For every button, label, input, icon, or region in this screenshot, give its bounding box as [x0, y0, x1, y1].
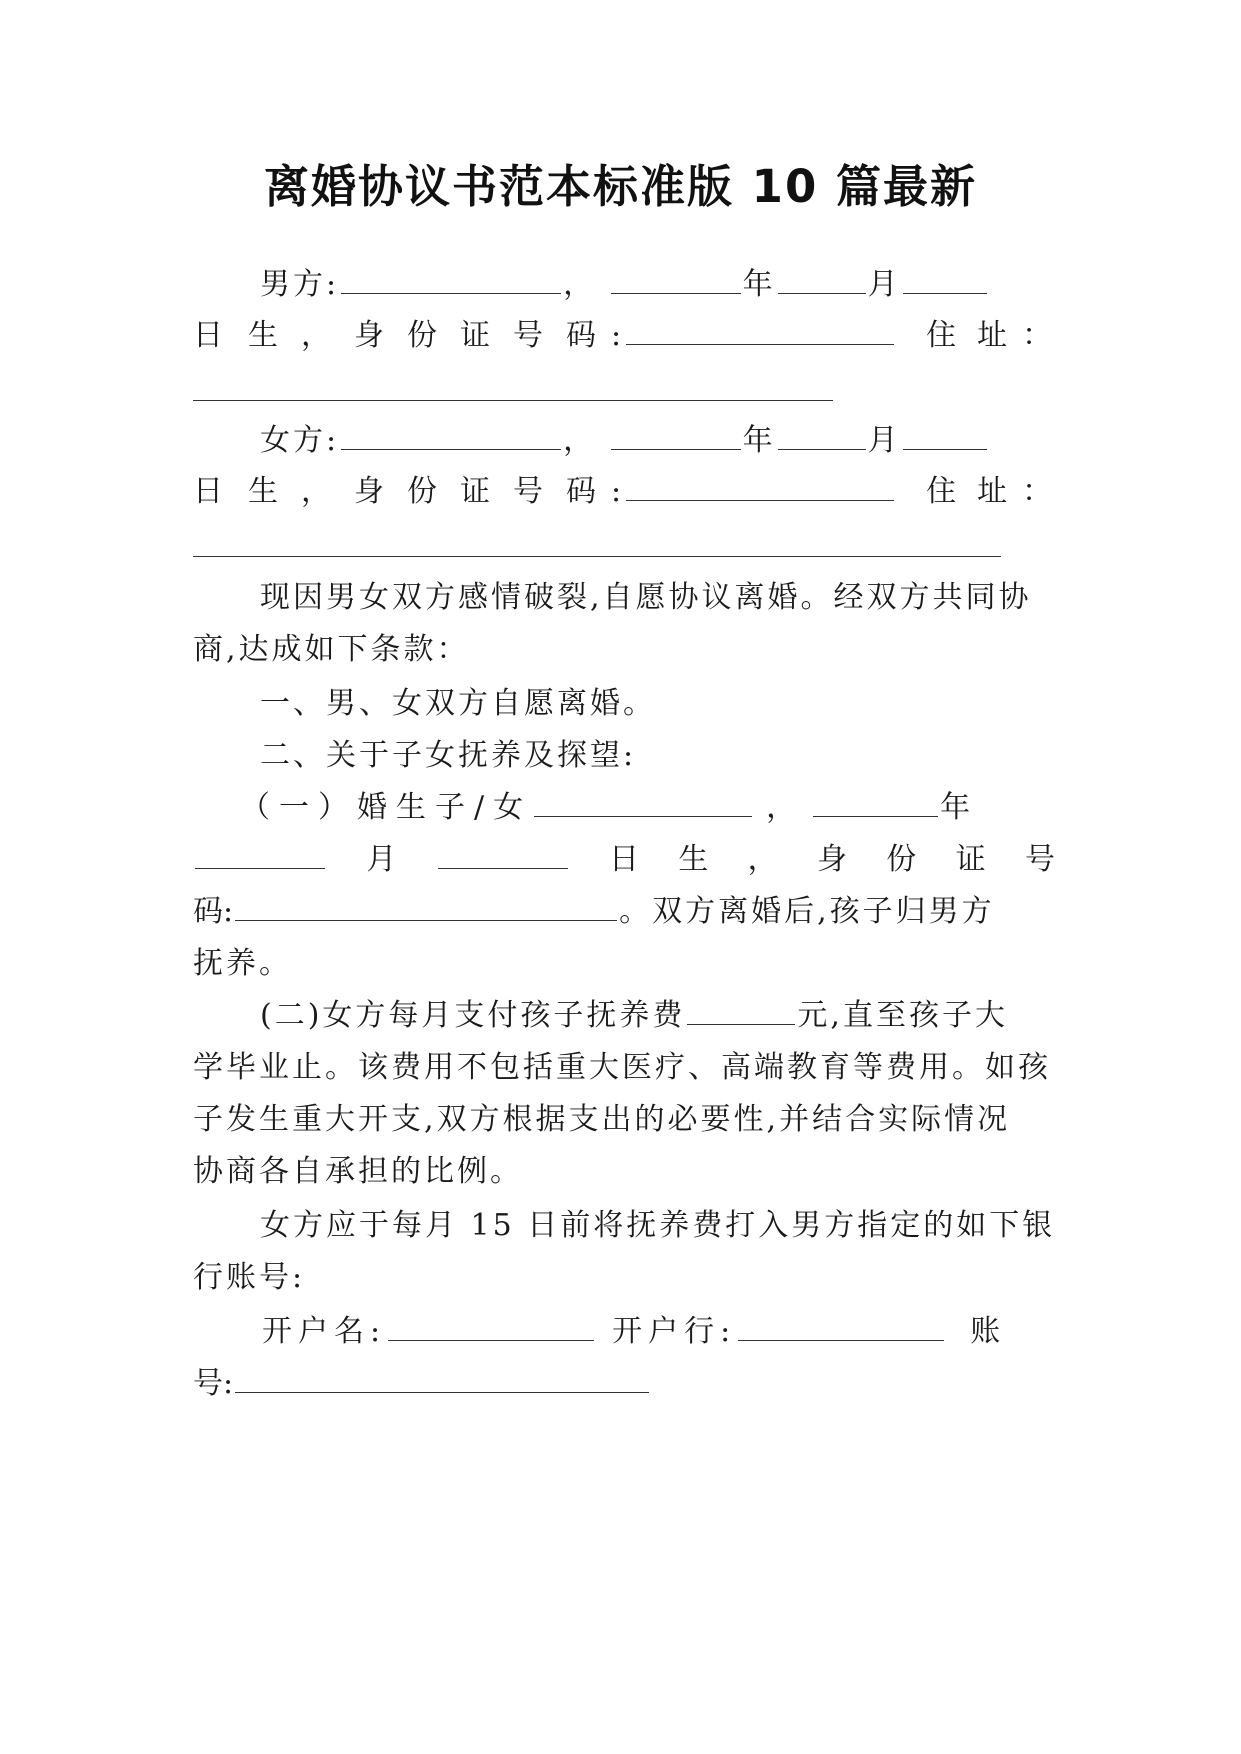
id-char: :	[611, 318, 625, 353]
payment-line-1: 女方应于每月 15 日前将抚养费打入男方指定的如下银	[260, 1208, 1056, 1243]
document-title: 离婚协议书范本标准版 10 篇最新	[264, 160, 977, 213]
separator: ，	[563, 267, 597, 302]
bank-line-1	[262, 1312, 1055, 1352]
year-label: 年	[940, 790, 974, 825]
child-day-blank[interactable]	[438, 840, 568, 869]
account-name-blank[interactable]	[388, 1312, 594, 1341]
id-char: 号	[513, 474, 546, 509]
ma-label: 码:	[193, 894, 234, 929]
id-char: 份	[886, 842, 917, 877]
id-char: 码	[566, 318, 599, 353]
id-char: 证	[955, 842, 986, 877]
child-line-1	[240, 788, 1055, 828]
bank-label: 开户行:	[612, 1314, 737, 1349]
month-label: 月	[366, 842, 397, 877]
sheng-label: 生	[248, 318, 281, 353]
id-char: 号	[1024, 842, 1055, 877]
id-char: 证	[460, 474, 493, 509]
account-label: 账	[970, 1314, 1004, 1349]
child-name-blank[interactable]	[534, 788, 752, 817]
account-name-label: 开户名:	[262, 1314, 387, 1349]
male-address-blank[interactable]	[193, 400, 833, 401]
clause-2: 二、关于子女抚养及探望:	[260, 738, 637, 773]
child-line-4: 抚养。	[193, 946, 292, 981]
child-year-blank[interactable]	[813, 788, 938, 817]
male-label: 男方:	[260, 267, 340, 302]
male-line-2	[193, 316, 1055, 356]
female-id-blank[interactable]	[626, 472, 894, 501]
year-label: 年	[742, 423, 776, 458]
day-label: 日	[193, 474, 226, 509]
comma: ，	[747, 842, 778, 877]
addr-char: ：	[1022, 318, 1056, 353]
sheng-label: 生	[248, 474, 281, 509]
male-month-blank[interactable]	[778, 265, 866, 294]
id-char: :	[611, 474, 625, 509]
male-line-1	[260, 265, 1055, 305]
female-address-blank[interactable]	[193, 556, 1001, 557]
male-name-blank[interactable]	[341, 265, 561, 294]
month-label: 月	[867, 267, 901, 302]
clause-1: 一、男、女双方自愿离婚。	[260, 686, 656, 721]
addr-char: ：	[1022, 474, 1056, 509]
addr-char: 址	[977, 474, 1011, 509]
child-month-blank[interactable]	[195, 840, 325, 869]
id-char: 号	[513, 318, 546, 353]
account-number-blank[interactable]	[235, 1364, 649, 1393]
bank-line-2	[193, 1364, 1055, 1404]
male-day-blank[interactable]	[903, 265, 987, 294]
addr-char: 住	[926, 318, 960, 353]
child-id-blank[interactable]	[235, 892, 617, 921]
child-line-2	[193, 840, 1055, 880]
female-line-2	[193, 472, 1055, 512]
comma: ，	[301, 474, 334, 509]
id-char: 码	[566, 474, 599, 509]
male-id-blank[interactable]	[626, 316, 894, 345]
sheng-label: 生	[678, 842, 709, 877]
addr-char: 址	[977, 318, 1011, 353]
support-line-4: 协商各自承担的比例。	[193, 1154, 523, 1189]
female-day-blank[interactable]	[903, 421, 987, 450]
id-char: 身	[354, 474, 387, 509]
female-name-blank[interactable]	[341, 421, 561, 450]
support-text: 元,直至孩子大	[797, 998, 1008, 1033]
support-amount-blank[interactable]	[687, 996, 795, 1025]
separator: ，	[766, 790, 800, 825]
id-char: 证	[460, 318, 493, 353]
support-text: (二)女方每月支付孩子抚养费	[260, 998, 686, 1033]
intro-line-2: 商,达成如下条款：	[193, 632, 470, 667]
support-line-1	[260, 996, 1055, 1036]
addr-char: 住	[926, 474, 960, 509]
account-label: 号:	[193, 1366, 234, 1401]
id-char: 份	[407, 474, 440, 509]
support-line-2: 学毕业止。该费用不包括重大医疗、高端教育等费用。如孩	[193, 1050, 1051, 1085]
id-char: 身	[354, 318, 387, 353]
year-label: 年	[742, 267, 776, 302]
female-label: 女方:	[260, 423, 340, 458]
intro-line-1: 现因男女双方感情破裂,自愿协议离婚。经双方共同协	[260, 580, 1032, 615]
month-label: 月	[867, 423, 901, 458]
day-label: 日	[608, 842, 639, 877]
custody-text: 。双方离婚后,孩子归男方	[619, 894, 995, 929]
female-year-blank[interactable]	[611, 421, 741, 450]
day-label: 日	[193, 318, 226, 353]
child-prefix: （一）婚生子/女	[240, 790, 533, 825]
male-year-blank[interactable]	[611, 265, 741, 294]
comma: ，	[301, 318, 334, 353]
payment-line-2: 行账号:	[193, 1260, 306, 1295]
bank-blank[interactable]	[738, 1312, 944, 1341]
id-char: 份	[407, 318, 440, 353]
support-line-3: 子发生重大开支,双方根据支出的必要性,并结合实际情况	[193, 1102, 1011, 1137]
female-month-blank[interactable]	[778, 421, 866, 450]
id-char: 身	[816, 842, 847, 877]
separator: ，	[563, 423, 597, 458]
female-line-1	[260, 421, 1055, 461]
child-line-3	[193, 892, 1055, 932]
